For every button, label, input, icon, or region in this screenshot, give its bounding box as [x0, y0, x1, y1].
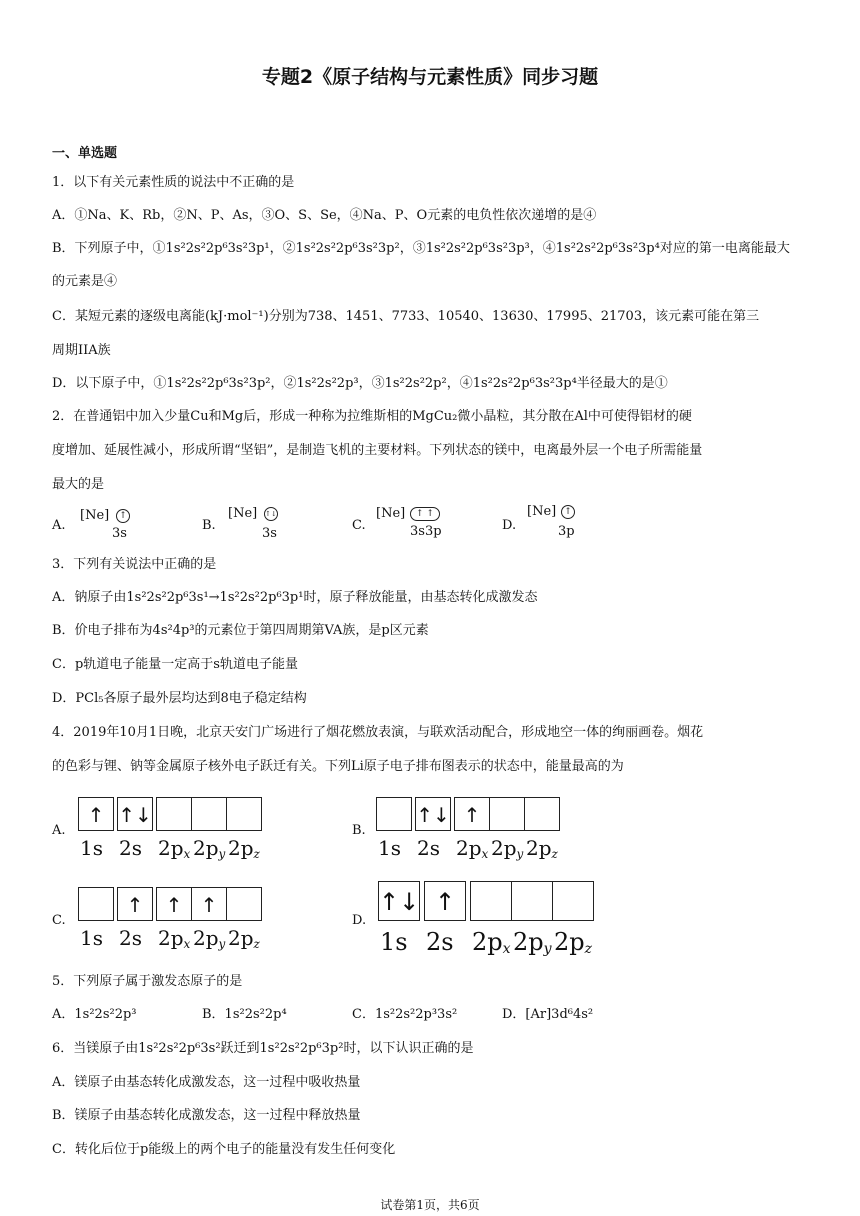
q2-option-c-sublevel: 3s3p [410, 524, 442, 539]
section-heading: 一、单选题 [52, 146, 118, 161]
q4-stem-line2: 的色彩与锂、钠等金属原子核外电子跃迁有关。下列Li原子电子排布图表示的状态中，能量最高的为 [52, 759, 624, 774]
q2-option-a-orbital: ↑ [116, 507, 130, 525]
orbital-box: ↑↓ [415, 797, 451, 831]
orbital-label: 2s [426, 928, 454, 956]
q4-option-label: D. [352, 913, 367, 928]
q2-option-a-label: A. [52, 518, 66, 533]
q2-option-d-core: [Ne] [527, 504, 557, 519]
orbital-label: 2s [417, 836, 440, 860]
orbital-box [226, 887, 262, 921]
orbital-box: ↑ [117, 887, 153, 921]
q1-option-c-line2: 周期IIA族 [52, 343, 111, 358]
q1-stem: 1．以下有关元素性质的说法中不正确的是 [52, 175, 295, 190]
orbital-label: 1s [80, 836, 103, 860]
q5-option-a: A．1s²2s²2p³ [52, 1007, 137, 1022]
orbital-box: ↑ [191, 887, 227, 921]
orbital-box: ↑ [454, 797, 490, 831]
q1-option-d: D．以下原子中，①1s²2s²2p⁶3s²3p²，②1s²2s²2p³，③1s²2s²2p²，④1s²2s²2p⁶3s²3p⁴半径最大的是① [52, 376, 668, 391]
q2-option-a-sublevel: 3s [112, 526, 127, 541]
orbital-box [470, 881, 512, 921]
q2-option-d-sublevel: 3p [558, 524, 575, 539]
q6-option-b: B．镁原子由基态转化成激发态，这一过程中释放热量 [52, 1108, 361, 1123]
q5-stem: 5．下列原子属于激发态原子的是 [52, 974, 243, 989]
orbital-box: ↑ [156, 887, 192, 921]
q2-option-d-orbital: ↑ [561, 503, 575, 521]
orbital-box: ↑↓ [117, 797, 153, 831]
page-title: 专题2《原子结构与元素性质》同步习题 [261, 66, 599, 88]
orbital-label: $2p_y$ [491, 836, 524, 861]
orbital-label: $2p_y$ [193, 926, 226, 951]
orbital-box [156, 797, 192, 831]
orbital-box [376, 797, 412, 831]
orbital-box [226, 797, 262, 831]
q4-stem-line1: 4．2019年10月1日晚，北京天安门广场进行了烟花燃放表演，与联欢活动配合，形成地空一体的绚丽画卷。烟花 [52, 725, 704, 740]
page-footer: 试卷第1页，共6页 [380, 1198, 480, 1212]
q5-option-b: B．1s²2s²2p⁴ [202, 1007, 287, 1022]
orbital-box [511, 881, 553, 921]
q3-option-b: B．价电子排布为4s²4p³的元素位于第四周期第VA族，是p区元素 [52, 623, 429, 638]
orbital-label: $2p_x$ [456, 836, 489, 861]
orbital-label: $2p_x$ [158, 926, 191, 951]
q2-option-b-core: [Ne] [228, 506, 258, 521]
orbital-label: $2p_z$ [228, 926, 260, 951]
q3-option-d: D．PCl₅各原子最外层均达到8电子稳定结构 [52, 691, 307, 706]
q2-option-a-core: [Ne] [80, 508, 110, 523]
q2-option-c-orbitals: ↑ ↑ [410, 505, 440, 523]
q2-option-b-label: B. [202, 518, 216, 533]
q2-stem-line3: 最大的是 [52, 477, 105, 492]
orbital-box [191, 797, 227, 831]
orbital-box [78, 887, 114, 921]
q1-option-a: A．①Na、K、Rb，②N、P、As，③O、S、Se，④Na、P、O元素的电负性依次递增的是④ [52, 208, 597, 223]
orbital-label: 2s [119, 926, 142, 950]
orbital-label: $2p_x$ [158, 836, 191, 861]
q2-option-b-sublevel: 3s [262, 526, 277, 541]
orbital-label: $2p_y$ [513, 928, 552, 957]
q4-option-label: C. [52, 913, 66, 928]
orbital-label: 2s [119, 836, 142, 860]
q3-option-c: C．p轨道电子能量一定高于s轨道电子能量 [52, 657, 298, 672]
q1-option-b-line1: B．下列原子中，①1s²2s²2p⁶3s²3p¹，②1s²2s²2p⁶3s²3p²，③1s²2s²2p⁶3s²3p³，④1s²2s²2p⁶3s²3p⁴对应的第一电离能最大 [52, 241, 790, 256]
orbital-label: $2p_z$ [554, 928, 593, 957]
orbital-box: ↑ [424, 881, 466, 921]
q1-option-b-line2: 的元素是④ [52, 274, 118, 289]
q6-option-a: A．镁原子由基态转化成激发态，这一过程中吸收热量 [52, 1075, 361, 1090]
q2-stem-line1: 2．在普通铝中加入少量Cu和Mg后，形成一种称为拉维斯相的MgCu₂微小晶粒，其分散在Al中可使得铝材的硬 [52, 409, 692, 424]
q4-option-label: B. [352, 823, 366, 838]
orbital-label: 1s [378, 836, 401, 860]
orbital-box: ↑↓ [378, 881, 420, 921]
orbital-label: $2p_x$ [472, 928, 511, 957]
orbital-label: $2p_z$ [526, 836, 558, 861]
orbital-label: $2p_z$ [228, 836, 260, 861]
q5-option-d: D．[Ar]3d⁶4s² [502, 1007, 594, 1022]
q2-stem-line2: 度增加、延展性减小，形成所谓“坚铝”，是制造飞机的主要材料。下列状态的镁中，电离最外层一个电子所需能量 [52, 443, 703, 458]
q2-option-c-label: C. [352, 518, 366, 533]
orbital-box [552, 881, 594, 921]
orbital-label: 1s [380, 928, 408, 956]
q2-option-b-orbital: ↑↓ [264, 505, 278, 523]
q6-stem: 6．当镁原子由1s²2s²2p⁶3s²跃迁到1s²2s²2p⁶3p²时，以下认识正确的是 [52, 1041, 474, 1056]
q1-option-c-line1: C．某短元素的逐级电离能(kJ·mol⁻¹)分别为738、1451、7733、10540、13630、17995、21703，该元素可能在第三 [52, 309, 760, 324]
q2-option-c-core: [Ne] [376, 506, 406, 521]
orbital-label: 1s [80, 926, 103, 950]
q3-stem: 3．下列有关说法中正确的是 [52, 557, 217, 572]
q5-option-c: C．1s²2s²2p³3s² [352, 1007, 458, 1022]
orbital-box [524, 797, 560, 831]
orbital-label: $2p_y$ [193, 836, 226, 861]
q2-option-d-label: D. [502, 518, 517, 533]
q3-option-a: A．钠原子由1s²2s²2p⁶3s¹→1s²2s²2p⁶3p¹时，原子释放能量，由基态转化成激发态 [52, 590, 538, 605]
orbital-box [489, 797, 525, 831]
q6-option-c: C．转化后位于p能级上的两个电子的能量没有发生任何变化 [52, 1142, 396, 1157]
orbital-box: ↑ [78, 797, 114, 831]
q4-option-label: A. [52, 823, 66, 838]
